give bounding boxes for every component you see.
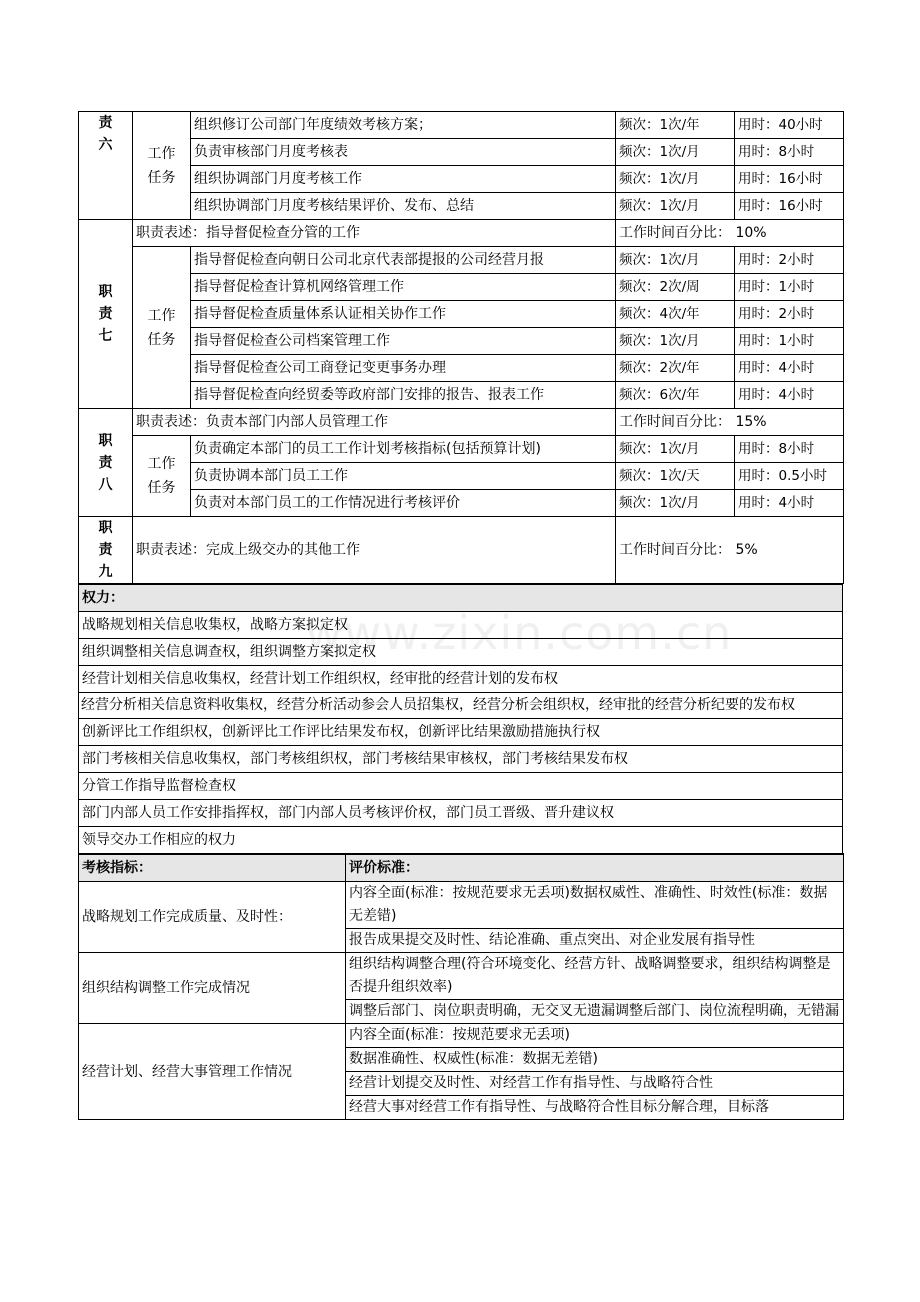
criteria-line: 报告成果提交及时性、结论准确、重点突出、对企业发展有指导性	[346, 928, 843, 952]
task-time: 用时：8小时	[735, 436, 844, 463]
task-text: 负责协调本部门员工工作	[191, 463, 616, 490]
duty-7-task-label: 工作 任务	[133, 247, 191, 409]
task-text: 指导督促检查向经贸委等政府部门安排的报告、报表工作	[191, 382, 616, 409]
task-text: 指导督促检查计算机网络管理工作	[191, 274, 616, 301]
indicator-cell: 经营计划、经营大事管理工作情况	[79, 1024, 346, 1120]
task-text: 指导督促检查公司工商登记变更事务办理	[191, 355, 616, 382]
powers-table	[78, 583, 843, 854]
criteria-cell	[346, 882, 844, 953]
job-description-sheet	[78, 111, 843, 1120]
duty-8-description: 职责表述：负责本部门内部人员管理工作	[133, 409, 616, 436]
task-text: 负责审核部门月度考核表	[191, 139, 616, 166]
task-time: 用时：16小时	[735, 193, 844, 220]
indicator-cell: 组织结构调整工作完成情况	[79, 953, 346, 1024]
task-time: 用时：16小时	[735, 166, 844, 193]
duty-6-task-label: 工作 任务	[133, 112, 191, 220]
power-item: 组织调整相关信息调查权，组织调整方案拟定权	[79, 639, 843, 666]
power-item: 经营分析相关信息资料收集权，经营分析活动参会人员招集权，经营分析会组织权，经审批的经营分析纪要的发布权	[79, 693, 843, 719]
task-time: 用时：8小时	[735, 139, 844, 166]
task-text: 组织协调部门月度考核工作	[191, 166, 616, 193]
power-item: 部门内部人员工作安排指挥权，部门内部人员考核评价权，部门员工晋级、晋升建议权	[79, 800, 843, 827]
task-time: 用时：0.5小时	[735, 463, 844, 490]
duty-6-heading: 责 六	[79, 112, 133, 220]
duty-9-heading: 职 责 九	[79, 517, 133, 584]
duty-8-task-label: 工作 任务	[133, 436, 191, 517]
task-text: 负责确定本部门的员工工作计划考核指标(包括预算计划)	[191, 436, 616, 463]
task-frequency: 频次：6次/年	[616, 382, 735, 409]
indicator-header: 考核指标：	[79, 854, 346, 882]
task-text: 组织协调部门月度考核结果评价、发布、总结	[191, 193, 616, 220]
duty-9-time-percent: 工作时间百分比： 5%	[616, 517, 844, 584]
task-frequency: 频次：1次/月	[616, 436, 735, 463]
task-frequency: 频次：1次/月	[616, 328, 735, 355]
duty-8-heading: 职 责 八	[79, 409, 133, 517]
power-item: 部门考核相关信息收集权，部门考核组织权，部门考核结果审核权，部门考核结果发布权	[79, 746, 843, 773]
indicator-cell: 战略规划工作完成质量、及时性：	[79, 882, 346, 953]
criteria-cell	[346, 1024, 844, 1120]
task-frequency: 频次：1次/月	[616, 490, 735, 517]
watermark: www.zixin.com.cn	[305, 606, 733, 660]
power-item: 经营计划相关信息收集权，经营计划工作组织权，经审批的经营计划的发布权	[79, 666, 843, 693]
task-time: 用时：4小时	[735, 382, 844, 409]
task-frequency: 频次：1次/月	[616, 247, 735, 274]
task-frequency: 频次：1次/月	[616, 139, 735, 166]
duty-7-heading: 职 责 七	[79, 220, 133, 409]
criteria-line: 数据准确性、权威性(标准：数据无差错)	[346, 1047, 843, 1071]
criteria-line: 调整后部门、岗位职责明确，无交叉无遗漏调整后部门、岗位流程明确，无错漏	[346, 999, 843, 1023]
duty-7-description: 职责表述：指导督促检查分管的工作	[133, 220, 616, 247]
task-text: 指导督促检查公司档案管理工作	[191, 328, 616, 355]
criteria-line: 内容全面(标准：按规范要求无丢项)数据权威性、准确性、时效性(标准：数据无差错)	[349, 885, 828, 924]
task-time: 用时：2小时	[735, 301, 844, 328]
duty-9-description: 职责表述：完成上级交办的其他工作	[133, 517, 616, 584]
power-item: 领导交办工作相应的权力	[79, 827, 843, 854]
criteria-line: 组织结构调整合理(符合环境变化、经营方针、战略调整要求，组织结构调整是否提升组织效率)	[349, 956, 831, 995]
task-frequency: 频次：4次/年	[616, 301, 735, 328]
criteria-line: 内容全面(标准：按规范要求无丢项)	[349, 1027, 570, 1043]
task-time: 用时：4小时	[735, 490, 844, 517]
task-text: 指导督促检查向朝日公司北京代表部提报的公司经营月报	[191, 247, 616, 274]
criteria-line: 经营计划提交及时性、对经营工作有指导性、与战略符合性	[346, 1071, 843, 1095]
task-frequency: 频次：1次/天	[616, 463, 735, 490]
task-frequency: 频次：1次/年	[616, 112, 735, 139]
task-time: 用时：2小时	[735, 247, 844, 274]
task-text: 指导督促检查质量体系认证相关协作工作	[191, 301, 616, 328]
task-frequency: 频次：1次/月	[616, 193, 735, 220]
task-frequency: 频次：1次/月	[616, 166, 735, 193]
task-time: 用时：1小时	[735, 274, 844, 301]
power-item: 战略规划相关信息收集权，战略方案拟定权	[79, 612, 843, 639]
criteria-header: 评价标准：	[346, 854, 844, 882]
task-frequency: 频次：2次/周	[616, 274, 735, 301]
task-text: 组织修订公司部门年度绩效考核方案；	[191, 112, 616, 139]
power-item: 分管工作指导监督检查权	[79, 773, 843, 800]
criteria-cell	[346, 953, 844, 1024]
task-time: 用时：40小时	[735, 112, 844, 139]
duty-8-time-percent: 工作时间百分比： 15%	[616, 409, 844, 436]
powers-title: 权力：	[79, 584, 843, 612]
duty-7-time-percent: 工作时间百分比： 10%	[616, 220, 844, 247]
criteria-line: 经营大事对经营工作有指导性、与战略符合性目标分解合理，目标落	[346, 1095, 843, 1119]
task-frequency: 频次：2次/年	[616, 355, 735, 382]
power-item: 创新评比工作组织权，创新评比工作评比结果发布权，创新评比结果激励措施执行权	[79, 719, 843, 746]
duties-table	[78, 111, 844, 584]
evaluation-table	[78, 853, 844, 1120]
task-text: 负责对本部门员工的工作情况进行考核评价	[191, 490, 616, 517]
task-time: 用时：1小时	[735, 328, 844, 355]
task-time: 用时：4小时	[735, 355, 844, 382]
